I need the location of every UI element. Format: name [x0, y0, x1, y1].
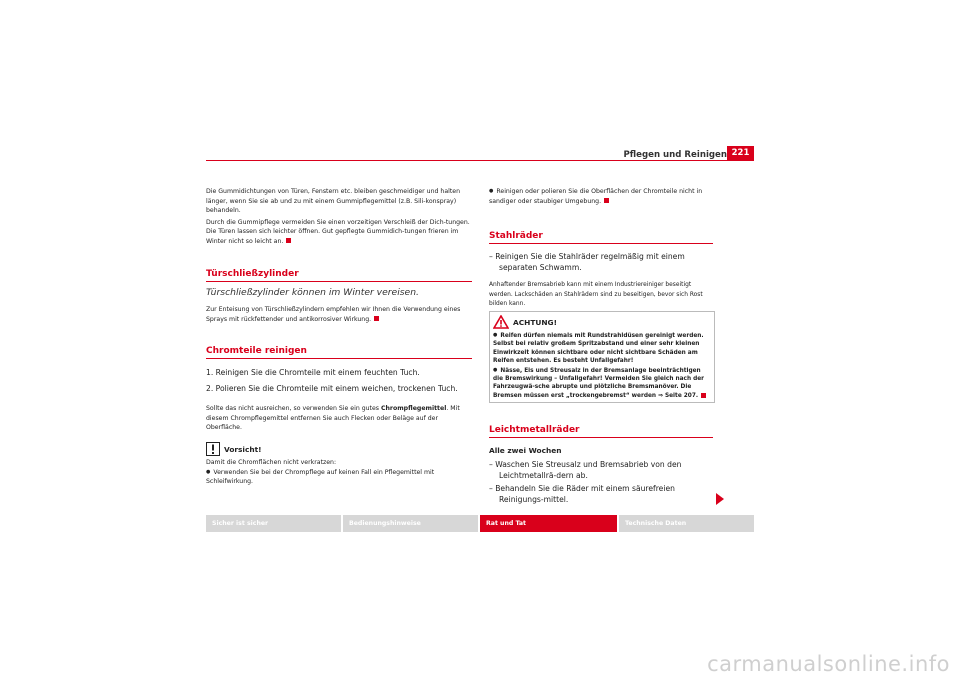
chrom-text: Sollte das nicht ausreichen, so verwenden Sie ein gutes Chrompflegemittel. Mit diesem Chrompflegemittel entfernen Sie auch Flecken oder Beläge auf der Oberfläche.	[206, 405, 460, 432]
warning-title: ACHTUNG!	[513, 317, 557, 327]
leicht-step-2: – Behandeln Sie die Räder mit einem säurefreien Reinigungs-mittel.	[489, 484, 675, 504]
section-heading-tuerschliesszylinder: Türschließzylinder	[206, 269, 472, 282]
footer-tab-sicher[interactable]: Sicher ist sicher	[206, 515, 341, 532]
right-top-bullet: ● Reinigen oder polieren Sie die Oberflächen der Chromteile nicht in sandiger oder staubiger Umgebung.	[489, 187, 713, 206]
footer-tab-technische-daten[interactable]: Technische Daten	[619, 515, 754, 532]
caution-title: Vorsicht!	[224, 444, 262, 454]
leicht-subheading: Alle zwei Wochen	[489, 446, 562, 455]
intro-paragraph-1: Die Gummidichtungen von Türen, Fenstern etc. bleiben geschmeidiger und halten länger, wenn Sie sie ab und zu mit einem Gummipflegemittel (z.B. Sili-konspray) behandeln.	[206, 188, 461, 215]
warning-bullet-1: ● Reifen dürfen niemals mit Rundstrahldüsen gereinigt werden. Selbst bei relativ großem Spritzabstand und einer sehr kleinen Einwirkzeit können sichtbare oder nicht sichtbare Schäden am Reifen entstehen. Es besteht Unfallgefahr!	[493, 331, 711, 366]
warning-triangle-icon	[493, 315, 509, 329]
stahl-text: Anhaftender Bremsabrieb kann mit einem Industriereiniger beseitigt werden. Lackschäden an Stahlrädern sind zu beseitigen, bevor sich Rost bilden kann.	[489, 282, 703, 308]
section-heading-leichtmetallraeder: Leichtmetallräder	[489, 425, 713, 438]
end-mark-icon	[701, 393, 706, 398]
chrom-step-2: 2. Polieren Sie die Chromteile mit einem weichen, trockenen Tuch.	[206, 384, 458, 393]
next-page-arrow-icon[interactable]	[716, 493, 724, 505]
header-divider	[206, 160, 754, 161]
stahl-step: – Reinigen Sie die Stahlräder regelmäßig mit einem separaten Schwamm.	[489, 252, 685, 272]
section-subheading-vereisen: Türschließzylinder können im Winter vereisen.	[206, 287, 419, 298]
warning-page-ref[interactable]: ⇒ Seite 207.	[658, 392, 699, 399]
caution-intro: Damit die Chromflächen nicht verkratzen:	[206, 459, 337, 466]
leicht-step-1: – Waschen Sie Streusalz und Bremsabrieb von den Leichtmetallrä-dern ab.	[489, 460, 682, 480]
section-heading-stahlraeder: Stahlräder	[489, 231, 713, 244]
footer-tab-bedienungshinweise[interactable]: Bedienungshinweise	[343, 515, 478, 532]
watermark-text: carmanualsonline.info	[707, 652, 950, 676]
caution-block	[206, 442, 472, 487]
section-heading-chromteile: Chromteile reinigen	[206, 346, 472, 359]
warning-bullet-2: ● Nässe, Eis und Streusalz in der Bremsanlage beeinträchtigen die Bremswirkung – Unfallgefahr! Vermeiden Sie gleich nach der Fahrzeugwä-sche abrupte und plötzliche Bremsmanöver. Die Bremsen müssen erst „trockengebremst“ werden ⇒ Seite 207.	[493, 366, 711, 401]
intro-paragraph-2: Durch die Gummipflege vermeiden Sie einen vorzeitigen Verschleiß der Dich-tungen. Die Türen lassen sich leichter öffnen. Gut gepflegte Gummidich-tungen frieren im Winter nicht so leicht an.	[206, 218, 470, 245]
left-column	[206, 187, 472, 247]
page-number: 221	[727, 146, 754, 161]
end-mark-icon	[286, 238, 291, 243]
chrom-step-1: 1. Reinigen Sie die Chromteile mit einem feuchten Tuch.	[206, 368, 420, 377]
page-header-title: Pflegen und Reinigen	[623, 150, 727, 160]
footer-tab-rat-und-tat[interactable]: Rat und Tat	[480, 515, 617, 532]
tuerschliesszylinder-text: Zur Enteisung von Türschließzylindern empfehlen wir Ihnen die Verwendung eines Sprays mit rückfettender und antikorrosiver Wirkung.	[206, 306, 461, 323]
caution-icon	[206, 442, 220, 456]
end-mark-icon	[374, 316, 379, 321]
end-mark-icon	[604, 198, 609, 203]
warning-box	[489, 311, 715, 403]
caution-bullet: ● Verwenden Sie bei der Chrompflege auf keinen Fall ein Pflegemittel mit Schleifwirkung.	[206, 468, 472, 487]
